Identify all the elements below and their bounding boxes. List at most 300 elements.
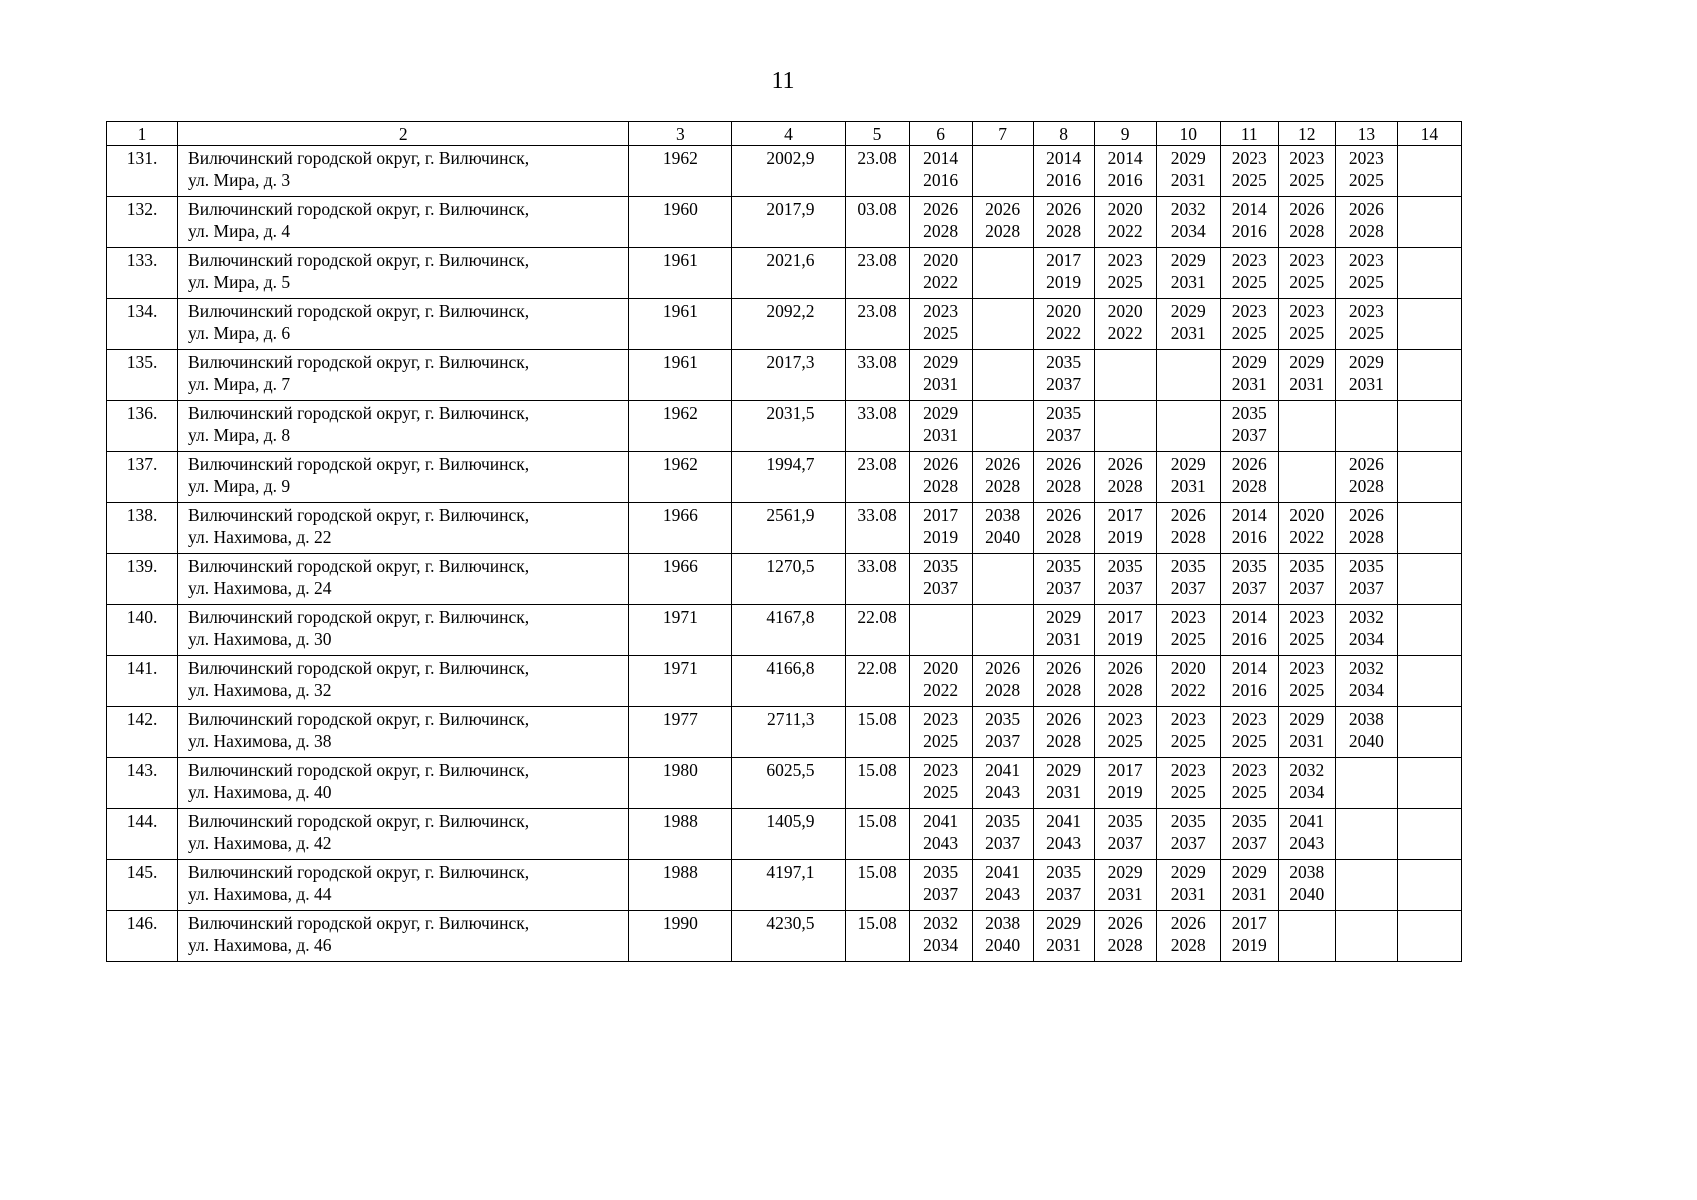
period-end-year: 2025 (1348, 271, 1384, 292)
column-14-cell (1397, 503, 1461, 554)
column-number-cell: 10 (1156, 122, 1220, 146)
period-start-year: 2017 (1107, 760, 1143, 780)
period-start-year: 2035 (1231, 556, 1267, 576)
area-cell: 6025,5 (732, 758, 845, 809)
code-cell: 23.08 (845, 248, 909, 299)
period-start-year: 2038 (985, 505, 1021, 525)
period-end-year: 2031 (923, 424, 959, 445)
period-end-year: 2043 (1046, 832, 1082, 853)
period-start-year: 2020 (923, 658, 959, 678)
period-end-year: 2028 (1107, 679, 1143, 700)
repair-period-cell (972, 401, 1033, 452)
address-cell (178, 248, 629, 299)
repair-period-cell (1278, 146, 1335, 197)
address-line: ул. Мира, д. 7 (188, 373, 291, 394)
period-start-year: 2029 (1348, 352, 1384, 372)
period-start-year: 2020 (1170, 658, 1206, 678)
code-cell: 23.08 (845, 299, 909, 350)
period-start-year: 2023 (1231, 709, 1267, 729)
period-end-year: 2025 (1170, 628, 1206, 649)
address-line: ул. Мира, д. 4 (188, 220, 291, 241)
address-line: ул. Нахимова, д. 22 (188, 526, 332, 547)
year-built-cell: 1966 (629, 554, 732, 605)
period-end-year: 2037 (985, 832, 1021, 853)
table-row (107, 248, 1462, 299)
table-row (107, 452, 1462, 503)
period-end-year: 2028 (1231, 475, 1267, 496)
period-end-year: 2025 (1170, 730, 1206, 751)
repair-period-cell (1335, 197, 1397, 248)
period-start-year: 2026 (1107, 913, 1143, 933)
address-line: ул. Нахимова, д. 38 (188, 730, 332, 751)
page-number: 11 (771, 68, 795, 94)
period-start-year: 2032 (1348, 658, 1384, 678)
table-row (107, 554, 1462, 605)
address-cell (178, 299, 629, 350)
repair-period-cell (909, 911, 972, 962)
repair-period-cell (1220, 860, 1278, 911)
repair-period-cell (1156, 146, 1220, 197)
period-start-year: 2035 (1348, 556, 1384, 576)
table-row (107, 911, 1462, 962)
period-start-year: 2014 (1046, 148, 1082, 168)
repair-period-cell (1278, 605, 1335, 656)
period-start-year: 2035 (985, 709, 1021, 729)
repair-period-cell (1156, 911, 1220, 962)
repair-period-cell (1033, 248, 1094, 299)
address-cell (178, 911, 629, 962)
repair-period-cell (909, 605, 972, 656)
column-number-cell: 12 (1278, 122, 1335, 146)
period-end-year: 2028 (1046, 526, 1082, 547)
period-end-year: 2031 (1231, 373, 1267, 394)
repair-period-cell (1335, 146, 1397, 197)
year-built-cell: 1962 (629, 146, 732, 197)
period-end-year: 2019 (1107, 628, 1143, 649)
address-line: Вилючинский городской округ, г. Вилючинск, (188, 811, 530, 831)
row-number-cell: 137. (107, 452, 178, 503)
table-row (107, 299, 1462, 350)
repair-period-cell (1094, 656, 1156, 707)
period-end-year: 2025 (1289, 628, 1325, 649)
repair-period-cell (1220, 299, 1278, 350)
column-14-cell (1397, 299, 1461, 350)
area-cell: 4166,8 (732, 656, 845, 707)
address-line: Вилючинский городской округ, г. Вилючинск, (188, 913, 530, 933)
period-start-year: 2029 (1170, 862, 1206, 882)
table-row (107, 503, 1462, 554)
period-end-year: 2028 (985, 679, 1021, 700)
period-start-year: 2029 (1170, 250, 1206, 270)
period-end-year: 2031 (1046, 628, 1082, 649)
period-start-year: 2035 (1046, 403, 1082, 423)
repair-period-cell (1033, 146, 1094, 197)
period-end-year: 2037 (1046, 577, 1082, 598)
column-14-cell (1397, 605, 1461, 656)
repair-period-cell (1220, 401, 1278, 452)
period-start-year: 2017 (1046, 250, 1082, 270)
repair-period-cell (1033, 656, 1094, 707)
period-end-year: 2037 (1046, 424, 1082, 445)
period-start-year: 2023 (923, 709, 959, 729)
address-cell (178, 350, 629, 401)
repair-period-cell (909, 860, 972, 911)
repair-period-cell (1094, 146, 1156, 197)
period-end-year: 2025 (1289, 271, 1325, 292)
year-built-cell: 1960 (629, 197, 732, 248)
period-start-year: 2041 (1046, 811, 1082, 831)
year-built-cell: 1971 (629, 605, 732, 656)
period-end-year: 2037 (1107, 832, 1143, 853)
repair-period-cell (1335, 758, 1397, 809)
period-end-year: 2037 (1231, 577, 1267, 598)
period-start-year: 2035 (923, 556, 959, 576)
code-cell: 33.08 (845, 350, 909, 401)
row-number-cell: 132. (107, 197, 178, 248)
repair-period-cell (1278, 401, 1335, 452)
period-end-year: 2028 (985, 475, 1021, 496)
address-cell (178, 554, 629, 605)
period-end-year: 2031 (1348, 373, 1384, 394)
year-built-cell: 1961 (629, 299, 732, 350)
repair-period-cell (1094, 197, 1156, 248)
repair-period-cell (909, 809, 972, 860)
repair-period-cell (1278, 299, 1335, 350)
area-cell: 1994,7 (732, 452, 845, 503)
period-end-year: 2019 (923, 526, 959, 547)
address-line: ул. Нахимова, д. 46 (188, 934, 332, 955)
repair-period-cell (1278, 911, 1335, 962)
period-start-year: 2026 (923, 199, 959, 219)
period-start-year: 2035 (923, 862, 959, 882)
column-number-cell: 3 (629, 122, 732, 146)
row-number-cell: 144. (107, 809, 178, 860)
period-end-year: 2031 (1231, 883, 1267, 904)
repair-period-cell (1220, 656, 1278, 707)
repair-period-cell (1156, 809, 1220, 860)
period-start-year: 2026 (1046, 505, 1082, 525)
address-line: Вилючинский городской округ, г. Вилючинск, (188, 352, 530, 372)
repair-period-cell (1156, 197, 1220, 248)
period-end-year: 2037 (923, 883, 959, 904)
repair-period-cell (909, 299, 972, 350)
period-start-year: 2023 (1289, 250, 1325, 270)
period-start-year: 2026 (1289, 199, 1325, 219)
period-end-year: 2025 (1231, 730, 1267, 751)
address-line: ул. Мира, д. 8 (188, 424, 291, 445)
repair-period-cell (1335, 605, 1397, 656)
row-number-cell: 140. (107, 605, 178, 656)
period-end-year: 2025 (1107, 271, 1143, 292)
address-cell (178, 452, 629, 503)
column-number-cell: 8 (1033, 122, 1094, 146)
period-end-year: 2037 (1231, 424, 1267, 445)
period-end-year: 2016 (923, 169, 959, 190)
repair-period-cell (1156, 656, 1220, 707)
period-start-year: 2020 (1046, 301, 1082, 321)
period-start-year: 2014 (1231, 658, 1267, 678)
code-cell: 15.08 (845, 911, 909, 962)
code-cell: 15.08 (845, 758, 909, 809)
period-start-year: 2026 (1348, 199, 1384, 219)
period-start-year: 2032 (1170, 199, 1206, 219)
repair-period-cell (1094, 299, 1156, 350)
period-end-year: 2022 (1046, 322, 1082, 343)
column-number-cell: 6 (909, 122, 972, 146)
repair-period-cell (972, 707, 1033, 758)
address-line: ул. Мира, д. 6 (188, 322, 291, 343)
period-end-year: 2037 (1170, 832, 1206, 853)
repair-period-cell (1094, 707, 1156, 758)
period-start-year: 2026 (1107, 454, 1143, 474)
period-start-year: 2017 (1107, 505, 1143, 525)
repair-period-cell (1156, 299, 1220, 350)
period-start-year: 2017 (1107, 607, 1143, 627)
address-line: ул. Нахимова, д. 44 (188, 883, 332, 904)
period-end-year: 2043 (1289, 832, 1325, 853)
period-end-year: 2034 (1170, 220, 1206, 241)
period-end-year: 2034 (1348, 628, 1384, 649)
period-start-year: 2029 (1046, 913, 1082, 933)
repair-period-cell (972, 860, 1033, 911)
period-end-year: 2028 (1348, 220, 1384, 241)
repair-period-cell (1335, 299, 1397, 350)
repair-period-cell (1335, 554, 1397, 605)
period-start-year: 2029 (1289, 352, 1325, 372)
address-line: Вилючинский городской округ, г. Вилючинск, (188, 148, 530, 168)
period-start-year: 2041 (985, 862, 1021, 882)
period-start-year: 2023 (1348, 148, 1384, 168)
table-row (107, 707, 1462, 758)
period-start-year: 2017 (923, 505, 959, 525)
repair-period-cell (1335, 452, 1397, 503)
address-line: Вилючинский городской округ, г. Вилючинск, (188, 403, 530, 423)
period-start-year: 2029 (1046, 760, 1082, 780)
period-end-year: 2022 (923, 679, 959, 700)
year-built-cell: 1990 (629, 911, 732, 962)
repair-period-cell (909, 707, 972, 758)
period-start-year: 2023 (1231, 760, 1267, 780)
repair-period-cell (1278, 197, 1335, 248)
repair-period-cell (1278, 707, 1335, 758)
housing-repair-schedule-table (106, 121, 1462, 962)
period-start-year: 2014 (1107, 148, 1143, 168)
table-row (107, 401, 1462, 452)
period-end-year: 2025 (923, 730, 959, 751)
repair-period-cell (1278, 452, 1335, 503)
address-line: ул. Нахимова, д. 40 (188, 781, 332, 802)
repair-period-cell (1033, 809, 1094, 860)
row-number-cell: 133. (107, 248, 178, 299)
code-cell: 33.08 (845, 401, 909, 452)
repair-period-cell (972, 503, 1033, 554)
repair-period-cell (1156, 350, 1220, 401)
repair-period-cell (972, 656, 1033, 707)
table-row (107, 809, 1462, 860)
code-cell: 23.08 (845, 146, 909, 197)
row-number-cell: 138. (107, 503, 178, 554)
code-cell: 03.08 (845, 197, 909, 248)
area-cell: 2561,9 (732, 503, 845, 554)
period-start-year: 2041 (1289, 811, 1325, 831)
repair-period-cell (1220, 350, 1278, 401)
period-end-year: 2031 (1046, 781, 1082, 802)
row-number-cell: 143. (107, 758, 178, 809)
period-start-year: 2023 (1107, 709, 1143, 729)
repair-period-cell (1220, 452, 1278, 503)
period-end-year: 2019 (1046, 271, 1082, 292)
period-end-year: 2028 (1289, 220, 1325, 241)
period-end-year: 2037 (1170, 577, 1206, 598)
period-start-year: 2026 (1348, 454, 1384, 474)
address-cell (178, 605, 629, 656)
repair-period-cell (972, 248, 1033, 299)
repair-period-cell (972, 809, 1033, 860)
table-row (107, 350, 1462, 401)
period-end-year: 2025 (1348, 322, 1384, 343)
code-cell: 33.08 (845, 503, 909, 554)
repair-period-cell (1094, 248, 1156, 299)
address-line: ул. Нахимова, д. 42 (188, 832, 332, 853)
address-cell (178, 197, 629, 248)
period-start-year: 2029 (923, 352, 959, 372)
column-14-cell (1397, 452, 1461, 503)
area-cell: 4167,8 (732, 605, 845, 656)
period-start-year: 2026 (1170, 505, 1206, 525)
repair-period-cell (1033, 350, 1094, 401)
period-end-year: 2031 (1170, 322, 1206, 343)
row-number-cell: 135. (107, 350, 178, 401)
column-14-cell (1397, 197, 1461, 248)
period-end-year: 2034 (1289, 781, 1325, 802)
repair-period-cell (1156, 554, 1220, 605)
repair-period-cell (909, 197, 972, 248)
period-start-year: 2041 (923, 811, 959, 831)
period-end-year: 2031 (1170, 883, 1206, 904)
period-start-year: 2014 (1231, 505, 1267, 525)
repair-period-cell (972, 452, 1033, 503)
column-14-cell (1397, 656, 1461, 707)
period-start-year: 2038 (1348, 709, 1384, 729)
area-cell: 2031,5 (732, 401, 845, 452)
repair-period-cell (909, 452, 972, 503)
period-end-year: 2028 (1348, 475, 1384, 496)
column-number-cell: 7 (972, 122, 1033, 146)
period-start-year: 2020 (1107, 301, 1143, 321)
address-line: Вилючинский городской округ, г. Вилючинск, (188, 250, 530, 270)
address-cell (178, 401, 629, 452)
address-cell (178, 146, 629, 197)
repair-period-cell (1094, 401, 1156, 452)
repair-period-cell (1094, 554, 1156, 605)
column-14-cell (1397, 248, 1461, 299)
period-start-year: 2029 (1289, 709, 1325, 729)
code-cell: 15.08 (845, 809, 909, 860)
period-start-year: 2035 (1289, 556, 1325, 576)
repair-period-cell (1094, 503, 1156, 554)
address-cell (178, 809, 629, 860)
period-end-year: 2031 (1046, 934, 1082, 955)
repair-period-cell (1220, 605, 1278, 656)
period-start-year: 2035 (1046, 556, 1082, 576)
repair-period-cell (1156, 248, 1220, 299)
period-end-year: 2040 (1348, 730, 1384, 751)
repair-period-cell (1335, 911, 1397, 962)
column-14-cell (1397, 758, 1461, 809)
repair-period-cell (1220, 809, 1278, 860)
period-start-year: 2014 (923, 148, 959, 168)
period-end-year: 2034 (923, 934, 959, 955)
period-end-year: 2022 (1107, 322, 1143, 343)
table-row (107, 758, 1462, 809)
period-start-year: 2023 (1289, 607, 1325, 627)
period-start-year: 2035 (1170, 811, 1206, 831)
period-end-year: 2028 (1170, 526, 1206, 547)
address-line: Вилючинский городской округ, г. Вилючинск, (188, 199, 530, 219)
address-line: Вилючинский городской округ, г. Вилючинск, (188, 505, 530, 525)
address-line: ул. Мира, д. 3 (188, 169, 291, 190)
repair-period-cell (909, 350, 972, 401)
period-end-year: 2028 (1046, 730, 1082, 751)
period-start-year: 2026 (985, 454, 1021, 474)
address-line: Вилючинский городской округ, г. Вилючинск, (188, 607, 530, 627)
period-end-year: 2028 (923, 220, 959, 241)
period-end-year: 2022 (1289, 526, 1325, 547)
period-start-year: 2026 (1046, 199, 1082, 219)
period-end-year: 2031 (1170, 271, 1206, 292)
period-start-year: 2035 (1170, 556, 1206, 576)
period-end-year: 2031 (1170, 169, 1206, 190)
row-number-cell: 142. (107, 707, 178, 758)
address-line: ул. Нахимова, д. 32 (188, 679, 332, 700)
period-end-year: 2022 (923, 271, 959, 292)
period-end-year: 2025 (923, 781, 959, 802)
period-start-year: 2029 (1231, 862, 1267, 882)
period-end-year: 2037 (1107, 577, 1143, 598)
period-end-year: 2040 (1289, 883, 1325, 904)
period-start-year: 2032 (1289, 760, 1325, 780)
period-end-year: 2028 (1046, 679, 1082, 700)
code-cell: 22.08 (845, 656, 909, 707)
repair-period-cell (1156, 758, 1220, 809)
code-cell: 23.08 (845, 452, 909, 503)
repair-period-cell (1033, 707, 1094, 758)
period-start-year: 2035 (1046, 352, 1082, 372)
period-end-year: 2025 (923, 322, 959, 343)
repair-period-cell (1278, 656, 1335, 707)
repair-period-cell (1094, 605, 1156, 656)
area-cell: 2021,6 (732, 248, 845, 299)
address-line: ул. Нахимова, д. 24 (188, 577, 332, 598)
row-number-cell: 139. (107, 554, 178, 605)
period-start-year: 2029 (1170, 301, 1206, 321)
period-start-year: 2041 (985, 760, 1021, 780)
column-14-cell (1397, 554, 1461, 605)
period-end-year: 2037 (1348, 577, 1384, 598)
period-start-year: 2038 (985, 913, 1021, 933)
address-line: Вилючинский городской округ, г. Вилючинск, (188, 862, 530, 882)
area-cell: 2711,3 (732, 707, 845, 758)
period-start-year: 2032 (923, 913, 959, 933)
period-end-year: 2019 (1107, 781, 1143, 802)
code-cell: 15.08 (845, 707, 909, 758)
year-built-cell: 1962 (629, 401, 732, 452)
column-number-row (107, 122, 1462, 146)
address-cell (178, 503, 629, 554)
period-end-year: 2040 (985, 934, 1021, 955)
repair-period-cell (1335, 350, 1397, 401)
column-number-cell: 11 (1220, 122, 1278, 146)
